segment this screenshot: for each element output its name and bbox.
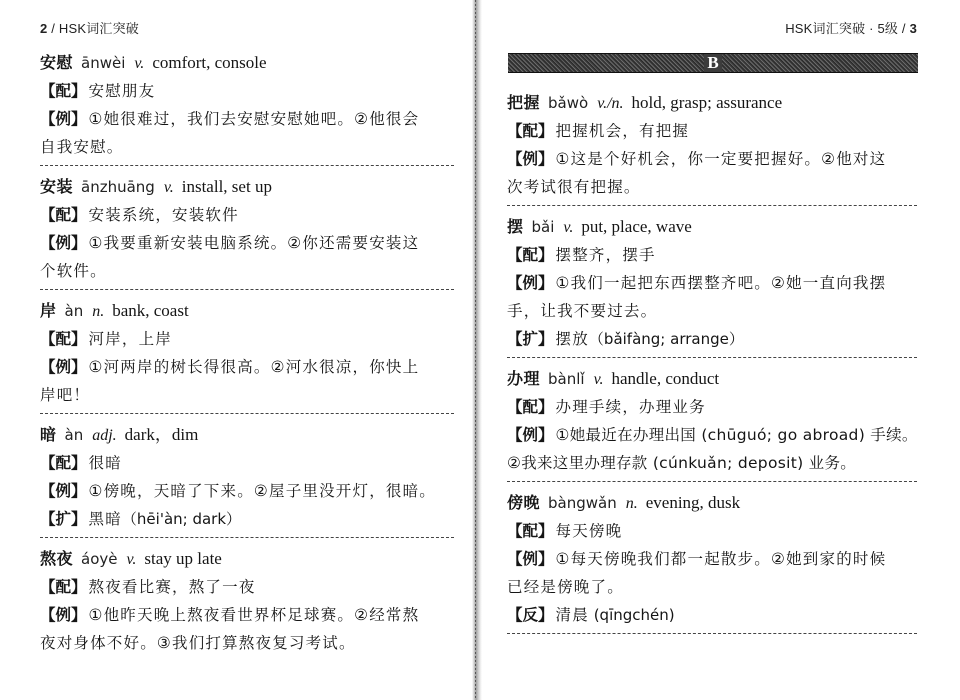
extension-line: [40, 505, 454, 533]
antonym-tag: 【反】: [507, 606, 554, 624]
extension-tag: 【扩】: [40, 510, 87, 528]
definition: stay up late: [144, 549, 222, 568]
definition: dark，dim: [124, 425, 199, 444]
extension-line: [507, 325, 919, 353]
example-line: [40, 105, 454, 133]
antonym-gloss: (qīngchén): [588, 606, 675, 624]
page-number: 2: [40, 21, 48, 36]
entry-headline: [40, 49, 454, 77]
example-line-cont: [40, 381, 454, 409]
collocation-text: 河岸，上岸: [88, 330, 173, 348]
example-text: ①她很难过，我们去安慰安慰她吧。②他很会: [88, 110, 420, 128]
vocab-entry: [40, 172, 454, 285]
example-line-cont: [40, 257, 454, 285]
definition: put, place, wave: [581, 217, 692, 236]
entry-headline: [507, 489, 919, 517]
collocation-tag: 【配】: [40, 206, 87, 224]
part-of-speech: n.: [92, 303, 105, 320]
headword: 安装: [40, 177, 74, 196]
collocation-line: [507, 517, 919, 545]
collocation-text: 安慰朋友: [88, 82, 156, 100]
example-text: 次考试很有把握。: [507, 178, 641, 196]
example-tag: 【例】: [40, 110, 87, 128]
vocab-entry: [507, 88, 919, 201]
collocation-text: 摆整齐，摆手: [555, 246, 656, 264]
vocab-entry: [507, 364, 919, 477]
collocation-text: 熬夜看比赛，熬了一夜: [88, 578, 256, 596]
example-text: ①我们一起把东西摆整齐吧。②她一直向我摆: [555, 274, 887, 292]
example-tag: 【例】: [40, 358, 87, 376]
entry-headline: [40, 297, 454, 325]
example-text: ①我要重新安装电脑系统。②你还需要安装这: [88, 234, 420, 252]
example-tag: 【例】: [507, 274, 554, 292]
vocab-entry: [40, 296, 454, 409]
pinyin: bàngwǎn: [548, 494, 617, 512]
example-text: 岸吧！: [40, 386, 91, 404]
example-tag: 【例】: [40, 606, 87, 624]
part-of-speech: v.: [163, 179, 174, 196]
example-text: ①这是个好机会，你一定要把握好。②他对这: [555, 150, 887, 168]
example-line: [40, 229, 454, 257]
entry-headline: [40, 173, 454, 201]
definition: handle, conduct: [611, 369, 720, 388]
collocation-text: 每天傍晚: [555, 522, 623, 540]
entry-divider: [507, 357, 917, 358]
vocab-entry: [40, 48, 454, 161]
entry-headline: [507, 213, 919, 241]
example-text: 已经是傍晚了。: [507, 578, 624, 596]
right-entries: [507, 88, 919, 640]
book-gutter-shadow: [472, 0, 482, 700]
collocation-line: [40, 201, 454, 229]
example-line-cont: [507, 297, 919, 325]
section-letter-banner: [508, 53, 918, 73]
example-tag: 【例】: [507, 550, 554, 568]
vocab-entry: [507, 212, 919, 353]
right-running-head: [785, 18, 917, 37]
example-text: ①他昨天晚上熬夜看世界杯足球赛。②经常熬: [88, 606, 420, 624]
example-tag: 【例】: [40, 234, 87, 252]
collocation-tag: 【配】: [40, 578, 87, 596]
example-tag: 【例】: [507, 426, 554, 444]
example-text: 自我安慰。: [40, 138, 124, 156]
entry-divider: [40, 537, 454, 538]
entry-headline: [40, 545, 454, 573]
collocation-text: 很暗: [88, 454, 122, 472]
example-tag: 【例】: [40, 482, 87, 500]
vocab-entry: [40, 544, 454, 657]
example-text: ①她最近在办理出国 (chūguó; go abroad) 手续。: [555, 426, 918, 444]
pinyin: áoyè: [81, 550, 118, 568]
extension-gloss: （bǎifàng; arrange）: [588, 330, 744, 348]
example-text: ①傍晚，天暗了下来。②屋子里没开灯，很暗。: [88, 482, 437, 500]
example-line-cont: [507, 449, 919, 477]
collocation-text: 办理手续，办理业务: [555, 398, 706, 416]
left-page: [0, 0, 474, 700]
example-line-cont: [40, 629, 454, 657]
example-tag: 【例】: [507, 150, 554, 168]
collocation-line: [40, 77, 454, 105]
antonym-word: 清晨: [555, 606, 589, 624]
definition: hold, grasp; assurance: [631, 93, 783, 112]
collocation-text: 安装系统，安装软件: [88, 206, 239, 224]
part-of-speech: v.: [563, 219, 574, 236]
example-text: ①每天傍晚我们都一起散步。②她到家的时候: [555, 550, 887, 568]
page-number: 3: [909, 21, 917, 36]
entry-divider: [40, 289, 454, 290]
part-of-speech: n.: [625, 495, 638, 512]
book-title: HSK词汇突破 · 5级: [785, 21, 899, 36]
headword: 安慰: [40, 53, 74, 72]
part-of-speech: v.: [126, 551, 137, 568]
collocation-text: 把握机会，有把握: [555, 122, 690, 140]
example-text: 手，让我不要过去。: [507, 302, 658, 320]
entry-divider: [507, 205, 917, 206]
entry-divider: [40, 413, 454, 414]
pinyin: àn: [64, 302, 84, 320]
pinyin: àn: [64, 426, 84, 444]
collocation-line: [40, 325, 454, 353]
extension-word: 摆放: [555, 330, 589, 348]
collocation-tag: 【配】: [507, 246, 554, 264]
collocation-tag: 【配】: [507, 522, 554, 540]
part-of-speech: adj.: [92, 427, 117, 444]
running-head-separator: /: [898, 21, 910, 36]
example-line-cont: [507, 573, 919, 601]
example-line-cont: [507, 173, 919, 201]
pinyin: bǎi: [531, 218, 555, 236]
headword: 岸: [40, 301, 57, 320]
definition: install, set up: [181, 177, 272, 196]
pinyin: bànlǐ: [548, 370, 585, 388]
part-of-speech: v.: [593, 371, 604, 388]
example-line-cont: [40, 133, 454, 161]
book-spine-line: [475, 0, 476, 700]
book-title: HSK词汇突破: [58, 21, 140, 36]
example-text: 个软件。: [40, 262, 107, 280]
pinyin: ānzhuāng: [81, 178, 155, 196]
collocation-tag: 【配】: [507, 398, 554, 416]
extension-word: 黑暗: [88, 510, 122, 528]
example-line: [507, 145, 919, 173]
antonym-line: [507, 601, 919, 629]
definition: evening, dusk: [645, 493, 741, 512]
headword: 办理: [507, 369, 541, 388]
example-line: [40, 353, 454, 381]
section-letter: B: [704, 54, 721, 72]
collocation-tag: 【配】: [40, 330, 87, 348]
part-of-speech: v.: [134, 55, 145, 72]
collocation-line: [40, 573, 454, 601]
entry-headline: [507, 89, 919, 117]
example-text: 夜对身体不好。③我们打算熬夜复习考试。: [40, 634, 356, 652]
vocab-entry: [40, 420, 454, 533]
extension-gloss: （hēi'àn; dark）: [121, 510, 242, 528]
part-of-speech: v./n.: [597, 95, 624, 112]
example-text: ②我来这里办理存款 (cúnkuǎn; deposit) 业务。: [507, 454, 857, 472]
collocation-line: [40, 449, 454, 477]
example-line: [507, 545, 919, 573]
headword: 暗: [40, 425, 57, 444]
vocab-entry: [507, 488, 919, 629]
extension-tag: 【扩】: [507, 330, 554, 348]
entry-divider: [507, 481, 917, 482]
example-line: [507, 421, 919, 449]
headword: 把握: [507, 93, 541, 112]
collocation-line: [507, 117, 919, 145]
collocation-tag: 【配】: [40, 454, 87, 472]
entry-headline: [507, 365, 919, 393]
example-line: [507, 269, 919, 297]
pinyin: ānwèi: [81, 54, 126, 72]
headword: 傍晚: [507, 493, 541, 512]
right-page: [482, 0, 960, 700]
pinyin: bǎwò: [548, 94, 589, 112]
headword: 熬夜: [40, 549, 74, 568]
left-entries: [40, 48, 454, 657]
collocation-tag: 【配】: [507, 122, 554, 140]
collocation-line: [507, 241, 919, 269]
entry-divider: [40, 165, 454, 166]
example-line: [40, 601, 454, 629]
entry-headline: [40, 421, 454, 449]
collocation-tag: 【配】: [40, 82, 87, 100]
definition: comfort, console: [152, 53, 267, 72]
collocation-line: [507, 393, 919, 421]
headword: 摆: [507, 217, 524, 236]
entry-divider: [507, 633, 917, 634]
example-line: [40, 477, 454, 505]
definition: bank, coast: [112, 301, 189, 320]
left-running-head: [40, 18, 139, 37]
running-head-separator: /: [47, 21, 59, 36]
example-text: ①河两岸的树长得很高。②河水很凉，你快上: [88, 358, 420, 376]
